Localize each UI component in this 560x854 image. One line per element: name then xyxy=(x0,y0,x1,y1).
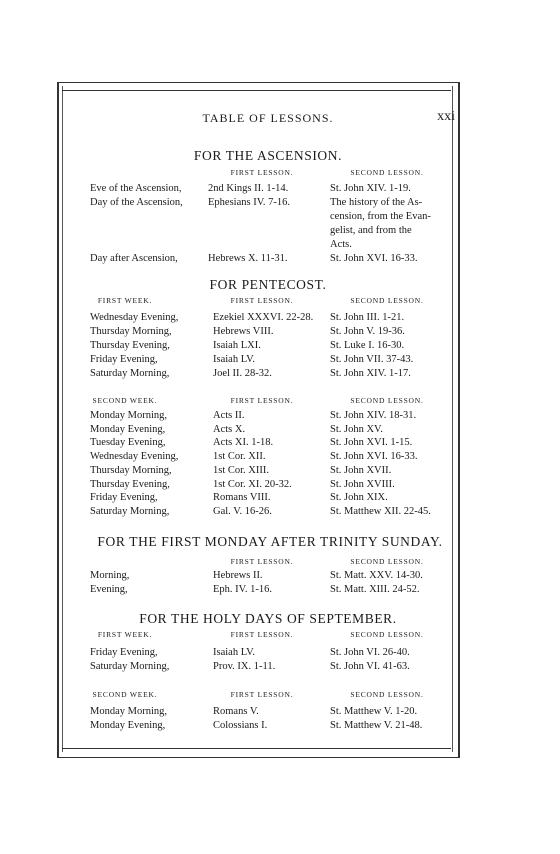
table-cell-day: Saturday Morning, xyxy=(90,505,170,517)
column-header: FIRST LESSON. xyxy=(230,296,294,305)
table-cell-second-lesson: St. John XIX. xyxy=(330,492,388,504)
table-cell-first-lesson: Hebrews X. 11-31. xyxy=(208,253,288,264)
table-cell-day: Wednesday Evening, xyxy=(90,312,179,323)
table-cell-first-lesson: Acts X. xyxy=(213,423,246,435)
table-cell-first-lesson: 1st Cor. XI. 20-32. xyxy=(213,478,292,490)
column-header: SECOND WEEK. xyxy=(92,690,158,699)
page-title: TABLE OF LESSONS. xyxy=(202,111,334,125)
table-cell-day: Saturday Morning, xyxy=(90,368,170,379)
table-cell-first-lesson: Acts XI. 1-18. xyxy=(213,437,274,449)
table-cell-second-lesson: gelist, and from the xyxy=(330,225,412,236)
table-cell-second-lesson: St. Matthew XII. 22-45. xyxy=(330,505,431,517)
table-cell-day: Thursday Morning, xyxy=(90,326,172,337)
table-cell-first-lesson: Gal. V. 16-26. xyxy=(213,505,272,517)
table-cell-second-lesson: St. John III. 1-21. xyxy=(330,312,405,323)
table-cell-second-lesson: St. John VI. 41-63. xyxy=(330,661,410,672)
table-cell-second-lesson: The history of the As- xyxy=(330,197,423,208)
section-title-ascension: FOR THE ASCENSION. xyxy=(193,148,343,163)
table-cell-first-lesson: Colossians I. xyxy=(213,720,268,731)
table-cell-second-lesson: St. John XV. xyxy=(330,423,383,435)
table-cell-second-lesson: St. John XIV. 1-19. xyxy=(330,183,411,194)
column-header: SECOND LESSON. xyxy=(350,296,424,305)
table-cell-day: Saturday Morning, xyxy=(90,661,170,672)
column-header: FIRST LESSON. xyxy=(230,168,294,177)
table-cell-first-lesson: Joel II. 28-32. xyxy=(213,368,272,379)
table-cell-second-lesson: St. Matthew V. 21-48. xyxy=(330,720,423,731)
table-cell-first-lesson: Ezekiel XXXVI. 22-28. xyxy=(213,312,314,323)
table-cell-second-lesson: St. Matt. XXV. 14-30. xyxy=(330,570,423,581)
table-cell-second-lesson: St. Matthew V. 1-20. xyxy=(330,706,418,717)
table-cell-first-lesson: Isaiah LV. xyxy=(213,647,255,658)
table-cell-first-lesson: Hebrews VIII. xyxy=(213,326,274,337)
table-cell-second-lesson: St. Matt. XIII. 24-52. xyxy=(330,584,420,595)
table-cell-first-lesson: Romans VIII. xyxy=(213,492,271,504)
table-cell-second-lesson: St. John XIV. 1-17. xyxy=(330,368,411,379)
column-header: SECOND LESSON. xyxy=(350,630,424,639)
table-cell-day: Wednesday Evening, xyxy=(90,451,179,463)
column-header: SECOND LESSON. xyxy=(350,168,424,177)
column-header: FIRST LESSON. xyxy=(230,690,294,699)
table-cell-second-lesson: St. Luke I. 16-30. xyxy=(330,340,405,351)
section-title-pentecost: FOR PENTECOST. xyxy=(209,277,327,292)
page-number: xxi xyxy=(437,109,455,124)
table-cell-day: Monday Morning, xyxy=(90,706,167,717)
table-cell-day: Thursday Evening, xyxy=(90,478,170,490)
table-cell-second-lesson: St. John XVIII. xyxy=(330,478,395,490)
table-cell-second-lesson: St. John XVI. 16-33. xyxy=(330,253,418,264)
table-cell-day: Monday Evening, xyxy=(90,720,166,731)
column-header: SECOND WEEK. xyxy=(92,396,158,405)
bottom-rule xyxy=(62,748,451,749)
table-cell-first-lesson: Hebrews II. xyxy=(213,570,263,581)
table-cell-first-lesson: Isaiah LXI. xyxy=(213,340,261,351)
table-cell-day: Thursday Morning, xyxy=(90,464,172,476)
column-header: FIRST WEEK. xyxy=(97,630,153,639)
table-cell-second-lesson: St. John XVII. xyxy=(330,464,392,476)
table-cell-day: Monday Morning, xyxy=(90,410,167,421)
table-cell-second-lesson: St. John XIV. 18-31. xyxy=(330,410,417,421)
table-cell-day: Monday Evening, xyxy=(90,423,166,435)
table-cell-second-lesson: St. John VI. 26-40. xyxy=(330,647,410,658)
table-cell-day: Friday Evening, xyxy=(90,354,158,365)
table-cell-first-lesson: Prov. IX. 1-11. xyxy=(213,661,276,672)
table-cell-day: Day after Ascension, xyxy=(90,253,178,264)
table-cell-day: Eve of the Ascension, xyxy=(90,183,182,194)
table-cell-second-lesson: St. John XVI. 16-33. xyxy=(330,451,418,463)
table-cell-first-lesson: Ephesians IV. 7-16. xyxy=(208,197,291,208)
table-cell-second-lesson: Acts. xyxy=(330,239,352,250)
top-rule xyxy=(62,90,451,91)
table-cell-day: Tuesday Evening, xyxy=(90,437,166,449)
column-header: SECOND LESSON. xyxy=(350,690,424,699)
table-cell-first-lesson: Acts II. xyxy=(213,410,245,421)
column-header: FIRST LESSON. xyxy=(230,630,294,639)
table-cell-first-lesson: Eph. IV. 1-16. xyxy=(213,584,273,595)
table-cell-first-lesson: Romans V. xyxy=(213,706,259,717)
section-title-trinity: FOR THE FIRST MONDAY AFTER TRINITY SUNDAY. xyxy=(97,534,443,549)
table-cell-day: Friday Evening, xyxy=(90,492,158,504)
table-cell-second-lesson: St. John XVI. 1-15. xyxy=(330,437,413,449)
column-header: SECOND LESSON. xyxy=(350,396,424,405)
table-cell-first-lesson: 2nd Kings II. 1-14. xyxy=(208,183,289,194)
table-cell-day: Evening, xyxy=(90,584,128,595)
section-title-september: FOR THE HOLY DAYS OF SEPTEMBER. xyxy=(139,611,397,626)
table-cell-first-lesson: 1st Cor. XII. xyxy=(213,451,266,463)
table-cell-first-lesson: Isaiah LV. xyxy=(213,354,255,365)
table-cell-day: Thursday Evening, xyxy=(90,340,170,351)
table-cell-second-lesson: St. John V. 19-36. xyxy=(330,326,405,337)
table-cell-first-lesson: 1st Cor. XIII. xyxy=(213,464,269,476)
table-cell-day: Friday Evening, xyxy=(90,647,158,658)
table-cell-second-lesson: St. John VII. 37-43. xyxy=(330,354,414,365)
column-header: SECOND LESSON. xyxy=(350,557,424,566)
column-header: FIRST LESSON. xyxy=(230,557,294,566)
column-header: FIRST LESSON. xyxy=(230,396,294,405)
column-header: FIRST WEEK. xyxy=(97,296,153,305)
table-cell-day: Day of the Ascension, xyxy=(90,197,183,208)
table-cell-second-lesson: cension, from the Evan- xyxy=(330,211,431,222)
table-cell-day: Morning, xyxy=(90,570,130,581)
